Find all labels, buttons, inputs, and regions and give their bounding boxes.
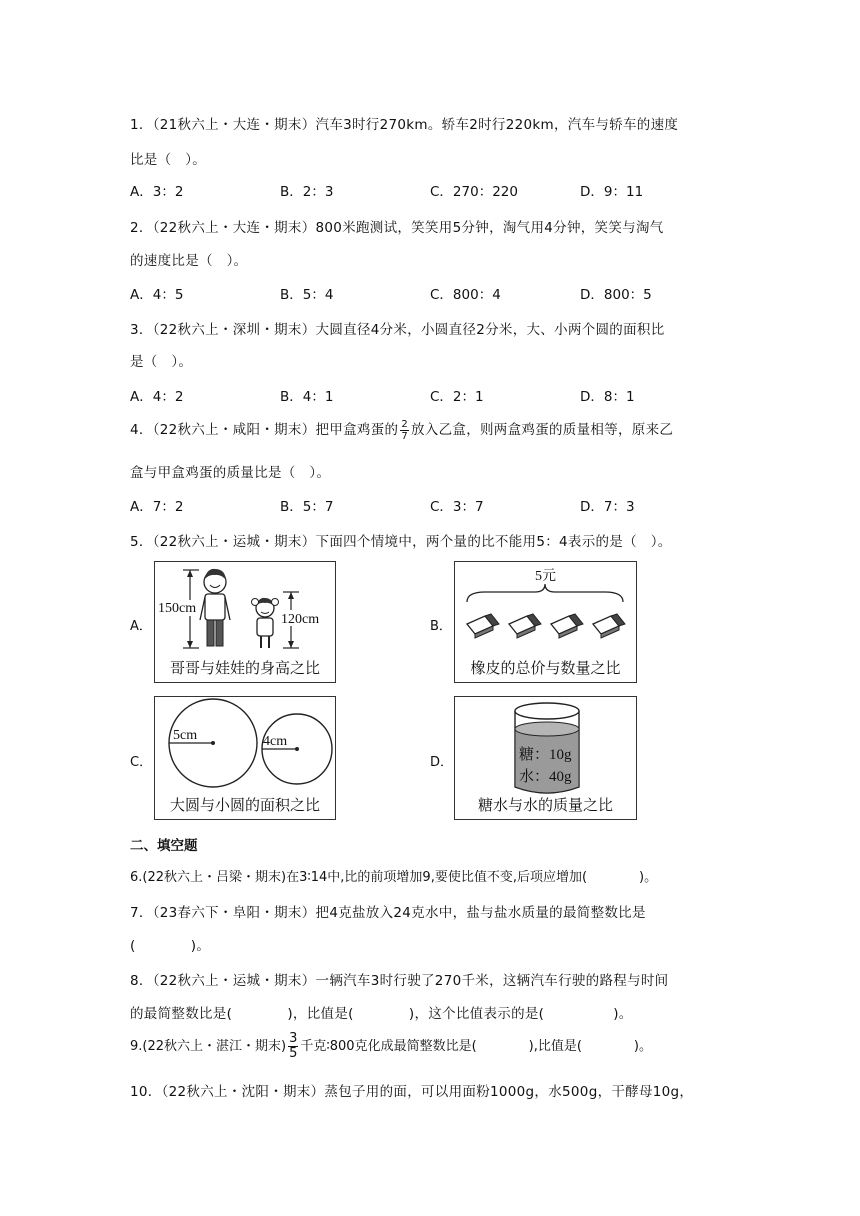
section-title: 二、填空题 [130,838,198,854]
large-radius-label: 5cm [173,728,198,743]
q1-line1: 1．（21秋六上・大连・期末）汽车3时行270km。轿车2时行220km，汽车与轿车的速度 [130,117,679,133]
q3-line1: 3．（22秋六上・深圳・期末）大圆直径4分米，小圆直径2分米，大、小两个圆的面积比 [130,322,665,338]
q8-line2: 的最简整数比是( )，比值是( )，这个比值表示的是( )。 [130,1006,633,1022]
option-a: A．4：5 [130,287,184,303]
figure-b-caption: 橡皮的总价与数量之比 [470,659,621,677]
eraser-icon [509,614,541,638]
height-1-label: 150cm [158,601,197,616]
eraser-icon [467,614,499,638]
q1-line2: 比是（ ）。 [130,152,207,168]
water-label: 水：40g [519,769,572,785]
figure-d-label: D． [430,755,454,770]
small-radius-label: 4cm [263,734,288,749]
option-b: B．5：4 [280,287,334,303]
option-a: A．7：2 [130,499,184,515]
option-b: B．5：7 [280,499,334,515]
q4-text-post: 放入乙盒，则两盒鸡蛋的质量相等，原来乙 [411,422,674,438]
q6-line: 6.(22秋六上・吕梁・期末)在3∶14中,比的前项增加9,要使比值不变,后项应增加( )。 [130,870,658,885]
figure-c [154,696,336,820]
figure-a-label: A． [130,619,152,634]
figure-a [154,561,336,683]
eraser-icon [551,614,583,638]
option-d: D．7：3 [580,499,635,515]
q2-line2: 的速度比是（ ）。 [130,253,248,269]
figure-a-caption: 哥哥与娃娃的身高之比 [169,659,320,677]
fraction-numerator: 3 [289,1031,298,1046]
option-c: C．3：7 [430,499,484,515]
fraction [288,1032,298,1061]
option-c: C．800：4 [430,287,501,303]
option-a: A．3：2 [130,184,184,200]
figure-c-label: C． [130,755,153,770]
q7-line1: 7．（23春六下・阜阳・期末）把4克盐放入24克水中，盐与盐水质量的最简整数比是 [130,905,646,921]
option-c: C．2：1 [430,389,484,405]
eraser-icon [593,614,625,638]
option-b: B．4：1 [280,389,334,405]
q4-line2: 盒与甲盒鸡蛋的质量比是（ ）。 [130,465,331,481]
figure-b-label: B． [430,619,452,634]
figure-b [454,561,637,683]
q4-line1 [130,418,673,442]
option-c: C．270：220 [430,184,518,200]
fraction-denominator: 5 [289,1046,298,1061]
q10-line: 10．（22秋六上・沈阳・期末）蒸包子用的面，可以用面粉1000g，水500g，干酵母10g， [130,1084,694,1100]
fraction-denominator: 7 [401,430,408,442]
option-d: D．8：1 [580,389,635,405]
option-d: D．800：5 [580,287,652,303]
brace [467,584,623,602]
option-d: D．9：11 [580,184,644,200]
figure-d [454,696,637,820]
option-b: B．2：3 [280,184,334,200]
q9-text-pre: 9.(22秋六上・湛江・期末) [130,1039,287,1054]
sugar-label: 糖：10g [519,747,572,763]
figure-c-caption: 大圆与小圆的面积之比 [169,796,320,814]
q2-line1: 2．（22秋六上・大连・期末）800米跑测试，笑笑用5分钟，淘气用4分钟，笑笑与淘气 [130,220,664,236]
q5-line: 5．（22秋六上・运城・期末）下面四个情境中，两个量的比不能用5：4表示的是（ ）。 [130,534,672,550]
q8-line1: 8．（22秋六上・运城・期末）一辆汽车3时行驶了270千米，这辆汽车行驶的路程与时间 [130,973,669,989]
q4-text-pre: 4．（22秋六上・咸阳・期末）把甲盒鸡蛋的 [130,422,399,438]
price-label: 5元 [535,569,556,584]
q9-text-post: 千克∶800克化成最简整数比是( ),比值是( )。 [300,1039,652,1054]
q7-line2: ( )。 [130,938,211,954]
q9-line [130,1032,652,1061]
option-a: A．4：2 [130,389,184,405]
figure-d-caption: 糖水与水的质量之比 [477,796,613,814]
q3-line2: 是（ ）。 [130,354,193,370]
fraction [400,419,409,442]
fraction-numerator: 2 [401,418,408,430]
height-2-label: 120cm [281,612,320,627]
